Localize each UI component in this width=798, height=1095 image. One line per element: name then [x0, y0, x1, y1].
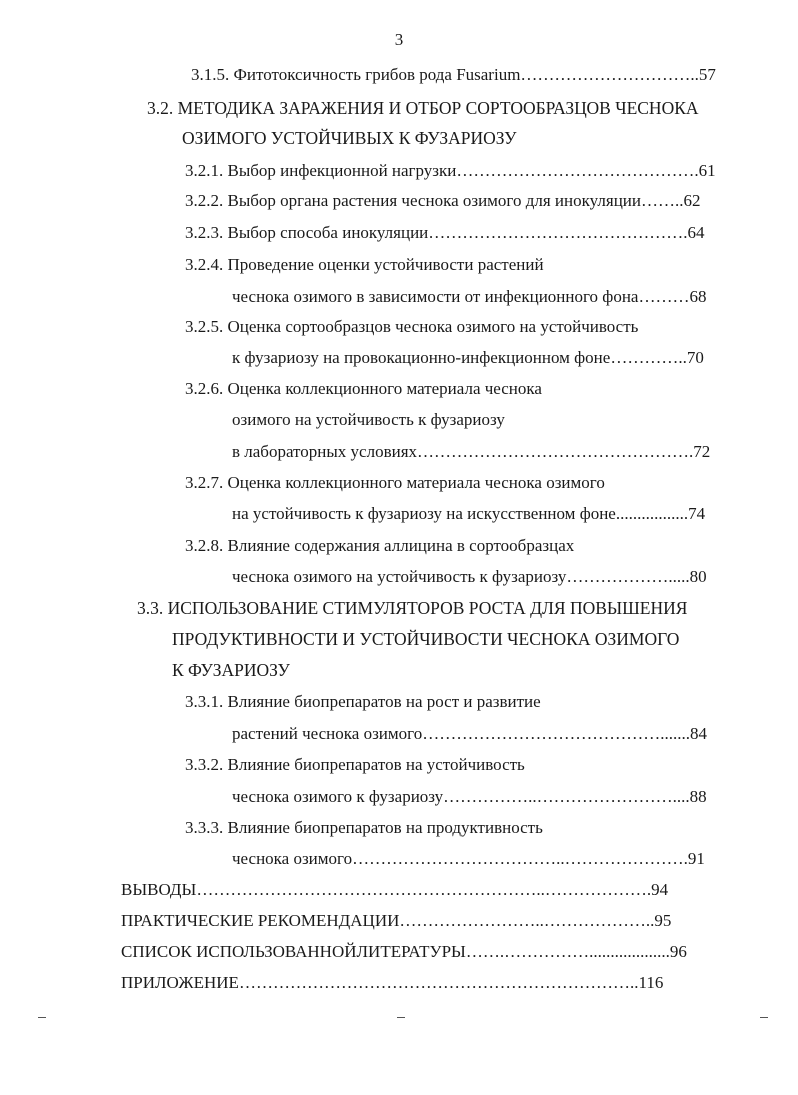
scan-mark-left — [38, 1017, 46, 1018]
toc-section-3-3-title-cont2: К ФУЗАРИОЗУ — [172, 660, 290, 680]
toc-entry-3-2-6-cont2: в лабораторных условиях………………………………………….72 — [232, 442, 711, 461]
toc-entry-3-2-8: 3.2.8. Влияние содержания аллицина в сортообразцах — [185, 536, 575, 555]
toc-entry-3-2-4: 3.2.4. Проведение оценки устойчивости растений — [185, 255, 544, 274]
toc-section-3-3-title: 3.3. ИСПОЛЬЗОВАНИЕ СТИМУЛЯТОРОВ РОСТА ДЛЯ ПОВЫШЕНИЯ — [137, 598, 688, 618]
toc-entry-3-3-1: 3.3.1. Влияние биопрепаратов на рост и развитие — [185, 692, 541, 711]
toc-entry-3-2-5-cont: к фузариозу на провокационно-инфекционном фоне…………..70 — [232, 348, 704, 367]
page-number: 3 — [394, 30, 404, 49]
toc-entry-3-2-4-cont: чеснока озимого в зависимости от инфекционного фона………68 — [232, 287, 707, 306]
toc-entry-3-3-2: 3.3.2. Влияние биопрепаратов на устойчивость — [185, 755, 525, 774]
toc-entry-3-2-6: 3.2.6. Оценка коллекционного материала чеснока — [185, 379, 542, 398]
toc-section-3-3-title-cont1: ПРОДУКТИВНОСТИ И УСТОЙЧИВОСТИ ЧЕСНОКА ОЗИМОГО — [172, 629, 680, 649]
toc-entry-3-2-7-cont: на устойчивость к фузариозу на искусственном фоне.................74 — [232, 504, 706, 523]
toc-entry-3-2-8-cont: чеснока озимого на устойчивость к фузариозу……………….....80 — [232, 567, 707, 586]
toc-entry-3-2-6-cont1: озимого на устойчивость к фузариозу — [232, 410, 505, 429]
toc-entry-3-2-7: 3.2.7. Оценка коллекционного материала чеснока озимого — [185, 473, 605, 492]
toc-entry-3-1-5: 3.1.5. Фитотоксичность грибов рода Fusarium…………………………..57 — [191, 65, 716, 84]
toc-entry-3-2-1: 3.2.1. Выбор инфекционной нагрузки…………………………………….61 — [185, 161, 716, 180]
scan-mark-right — [760, 1017, 768, 1018]
toc-entry-appendix: ПРИЛОЖЕНИЕ……………………………………………………………..116 — [121, 973, 664, 992]
toc-entry-3-3-3: 3.3.3. Влияние биопрепаратов на продуктивность — [185, 818, 543, 837]
toc-entry-3-3-3-cont: чеснока озимого………………………………..………………….91 — [232, 849, 705, 868]
toc-entry-conclusions: ВЫВОДЫ……………………………………………………..……………….94 — [121, 880, 669, 899]
toc-entry-3-2-2: 3.2.2. Выбор органа растения чеснока озимого для инокуляции……..62 — [185, 191, 701, 210]
toc-entry-references: СПИСОК ИСПОЛЬЗОВАННОЙЛИТЕРАТУРЫ…….……………...................96 — [121, 942, 687, 961]
toc-entry-3-2-3: 3.2.3. Выбор способа инокуляции……………………………………….64 — [185, 223, 705, 242]
toc-entry-3-3-2-cont: чеснока озимого к фузариозу……………..……………………....88 — [232, 787, 707, 806]
scan-mark-center — [397, 1017, 405, 1018]
toc-section-3-2-title-cont: ОЗИМОГО УСТОЙЧИВЫХ К ФУЗАРИОЗУ — [182, 128, 517, 148]
toc-section-3-2-title: 3.2. МЕТОДИКА ЗАРАЖЕНИЯ И ОТБОР СОРТООБРАЗЦОВ ЧЕСНОКА — [147, 98, 699, 118]
toc-entry-recommendations: ПРАКТИЧЕСКИЕ РЕКОМЕНДАЦИИ……………………..………………..95 — [121, 911, 672, 930]
toc-entry-3-2-5: 3.2.5. Оценка сортообразцов чеснока озимого на устойчивость — [185, 317, 639, 336]
toc-entry-3-3-1-cont: растений чеснока озимого…………………………………….......84 — [232, 724, 707, 743]
